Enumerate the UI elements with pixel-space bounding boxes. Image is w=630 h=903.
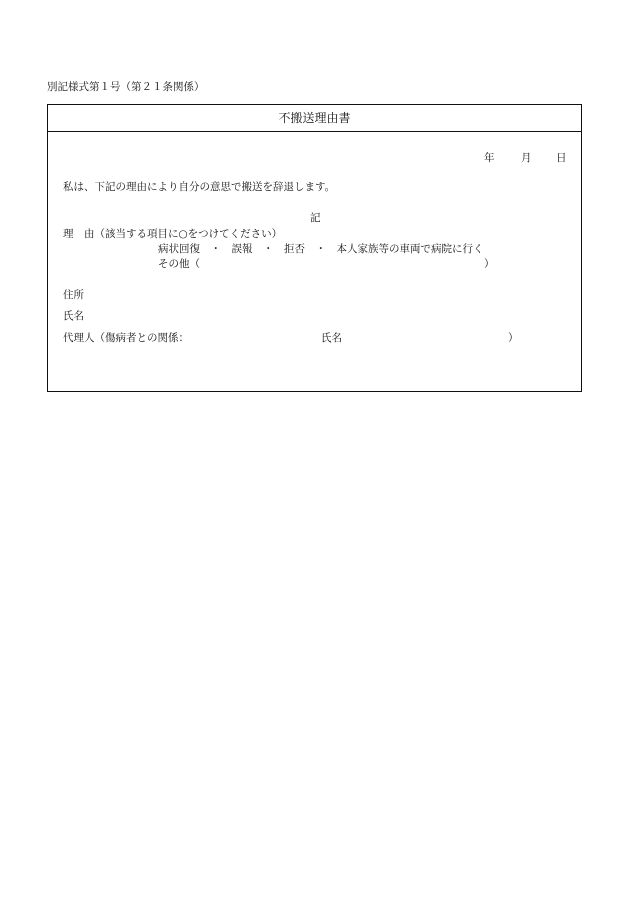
ki-mark: 記 xyxy=(310,212,321,224)
reason-other: その他（ xyxy=(158,258,200,270)
title-row xyxy=(48,105,581,132)
reason-label: 理 由（該当する項目に○をつけてください） xyxy=(63,228,283,240)
reason-options: 病状回復 ・ 誤報 ・ 拒否 ・ 本人家族等の車両で病院に行く xyxy=(158,243,484,255)
date-year: 年 xyxy=(484,152,495,164)
address-label: 住所 xyxy=(63,289,84,301)
agent-close: ） xyxy=(508,332,519,344)
agent-label: 代理人（傷病者との関係： xyxy=(63,332,189,344)
form-title: 不搬送理由書 xyxy=(278,111,351,125)
statement: 私は、下記の理由により自分の意思で搬送を辞退します。 xyxy=(63,181,336,193)
reason-other-close: ） xyxy=(484,258,495,270)
name-label: 氏名 xyxy=(63,310,84,322)
date-month: 月 xyxy=(521,152,532,164)
agent-name-label: 氏名 xyxy=(321,332,342,344)
form-box xyxy=(47,104,582,392)
date-day: 日 xyxy=(556,152,567,164)
form-number: 別記様式第１号（第２１条関係） xyxy=(47,81,205,93)
